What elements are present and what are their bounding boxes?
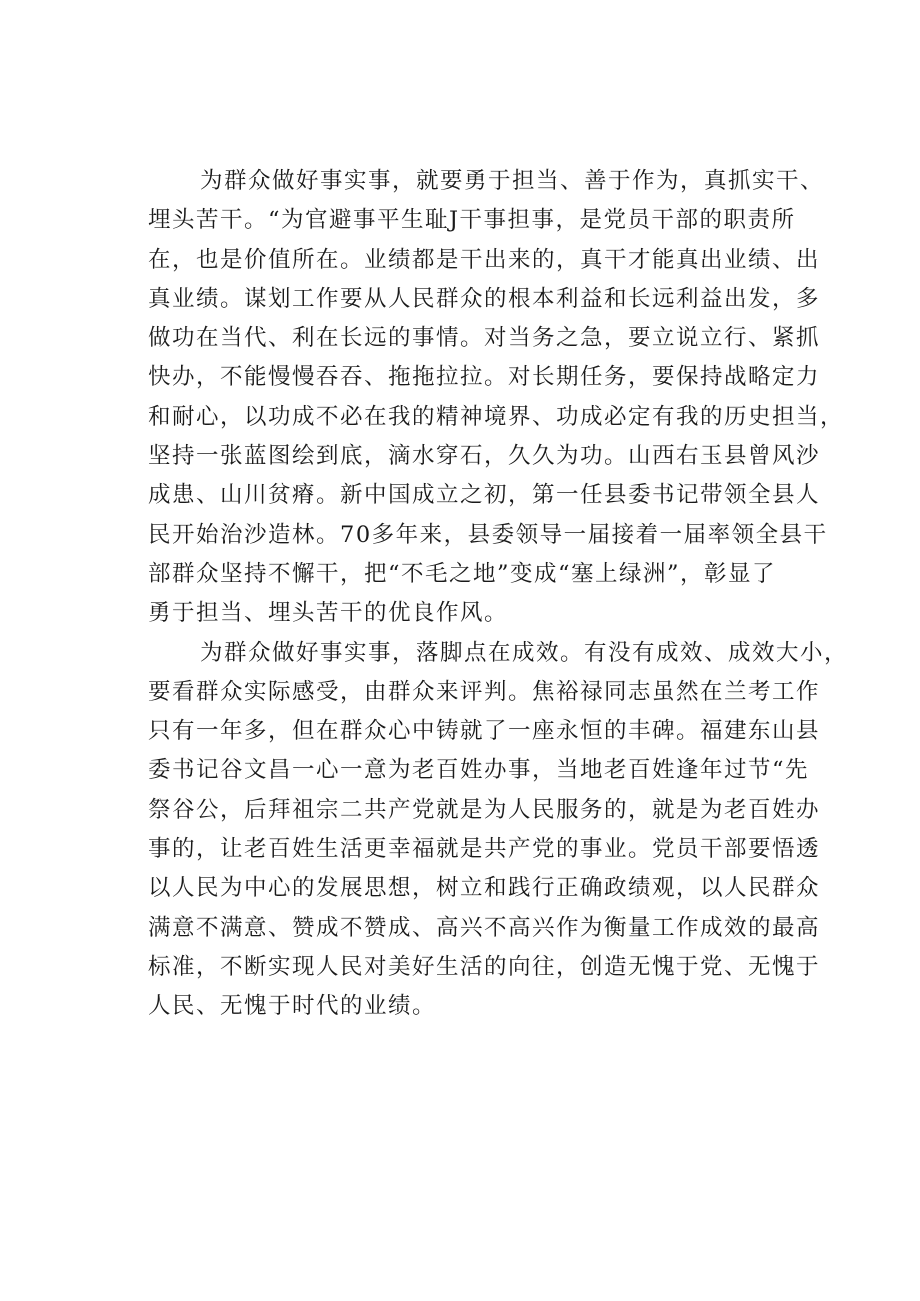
text-line: 民开始治沙造林。70多年来，县委领导一届接着一届率领全县干 [148, 521, 828, 548]
text-line: 只有一年多，但在群众心中铸就了一座永恒的丰碑。福建东山县 [148, 718, 821, 745]
text-line: 祭谷公，后拜祖宗二共产党就是为人民服务的，就是为老百姓办 [148, 796, 821, 823]
text-line: 人民、无愧于时代的业绩。 [148, 993, 437, 1020]
text-line: 为群众做好事实事，就要勇于担当、善于作为，真抓实干、 [200, 168, 825, 194]
text-line: 以人民为中心的发展思想，树立和践行正确政绩观，以人民群众 [148, 875, 821, 902]
text-line: 做功在当代、利在长远的事情。对当务之急，要立说立行、紧抓 [148, 325, 821, 352]
text-line: 在，也是价值所在。业绩都是干出来的，真干才能真出业绩、出 [148, 246, 821, 273]
text-line: 为群众做好事实事，落脚点在成效。有没有成效、成效大小， [200, 639, 849, 666]
text-line: 部群众坚持不懈干，把“不毛之地”变成“塞上绿洲”，彰显了 [148, 560, 777, 587]
document-body [148, 162, 849, 1027]
text-line: 委书记谷文昌一心一意为老百姓办事，当地老百姓逢年过节“先 [148, 757, 810, 784]
text-line: 勇于担当、埋头苦干的优良作风。 [148, 600, 509, 627]
text-line: 和耐心，以功成不必在我的精神境界、功成必定有我的历史担当， [148, 403, 845, 430]
text-line: 真业绩。谋划工作要从人民群众的根本利益和长远利益出发，多 [148, 285, 821, 312]
text-line: 事的，让老百姓生活更幸福就是共产党的事业。党员干部要悟透 [148, 836, 821, 863]
text-line: 坚持一张蓝图绘到底，滴水穿石，久久为功。山西右玉县曾风沙 [148, 443, 821, 470]
paragraph-1 [148, 162, 845, 634]
text-line: 快办，不能慢慢吞吞、拖拖拉拉。对长期任务，要保持战略定力 [148, 364, 821, 391]
text-line: 满意不满意、赞成不赞成、高兴不高兴作为衡量工作成效的最高 [148, 914, 821, 941]
text-line: 成患、山川贫瘠。新中国成立之初，第一任县委书记带领全县人 [148, 482, 821, 509]
text-line: 埋头苦干。“为官避事平生耻J干事担事，是党员干部的职责所 [148, 207, 796, 234]
text-line: 要看群众实际感受，由群众来评判。焦裕禄同志虽然在兰考工作 [148, 678, 821, 705]
text-line: 标准，不断实现人民对美好生活的向往，创造无愧于党、无愧于 [148, 953, 821, 980]
paragraph-2 [148, 634, 849, 1027]
